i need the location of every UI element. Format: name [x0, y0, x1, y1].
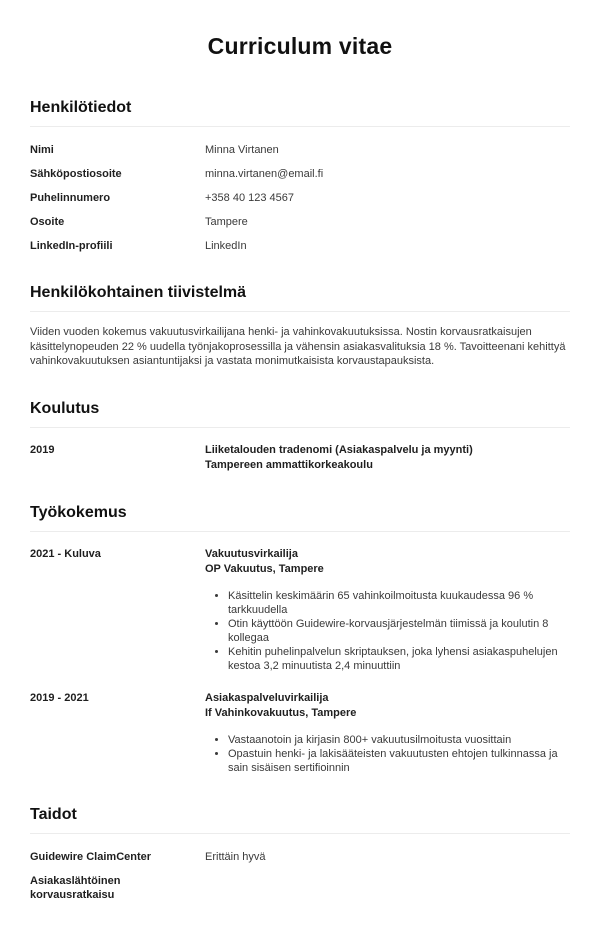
info-row-address: [30, 215, 570, 229]
experience-bullet-list-1: [205, 589, 570, 673]
experience-employer-2: If Vahinkovakuutus, Tampere: [205, 706, 357, 719]
field-label-email: Sähköpostiosoite: [30, 168, 122, 180]
experience-entry-2: [30, 691, 570, 775]
experience-bullet: • Käsittelin keskimäärin 65 vahinkoilmoitusta kuukaudessa 96 % tarkkuudella: [228, 589, 570, 617]
experience-bullet-list-2: [205, 733, 570, 775]
experience-bullet: • Otin käyttöön Guidewire-korvausjärjestelmän tiimissä ja koulutin 8 kollegaa: [228, 617, 570, 645]
section-heading-personal-info: Henkilötiedot: [30, 98, 570, 127]
education-school: Tampereen ammattikorkeakoulu: [205, 458, 373, 471]
field-value-address: Tampere: [205, 216, 248, 228]
section-heading-education: Koulutus: [30, 399, 570, 428]
experience-detail-2: [205, 691, 570, 775]
section-heading-summary: Henkilökohtainen tiivistelmä: [30, 283, 570, 312]
field-label-address: Osoite: [30, 216, 65, 228]
summary-text: Viiden vuoden kokemus vakuutusvirkailijana henki- ja vahinkovakuutuksissa. Nostin korvausratkaisujen käsittelynopeuden 22 % uudella työnjakoprosessilla ja vähensin asiakasvalituksia 18 %. Tavoitteenani kehittyä vahinkovakuutuksen asiantuntijaksi ja vastata monimutkaisista korvaustapauksista.: [30, 326, 566, 367]
experience-bullet: • Vastaanotoin ja kirjasin 800+ vakuutusilmoitusta vuosittain: [228, 733, 570, 747]
experience-employer-1: OP Vakuutus, Tampere: [205, 562, 324, 575]
skill-label-claims: Asiakaslähtöinen korvausratkaisu: [30, 874, 121, 901]
section-heading-skills: Taidot: [30, 805, 570, 834]
education-detail: [205, 443, 570, 473]
skill-level-guidewire: Erittäin hyvä: [205, 850, 266, 863]
education-period: 2019: [30, 443, 55, 456]
info-row-phone: [30, 191, 570, 205]
experience-period-1: 2021 - Kuluva: [30, 547, 101, 560]
experience-detail-1: [205, 547, 570, 673]
personal-info-section: [30, 143, 570, 253]
field-value-linkedin: LinkedIn: [205, 240, 247, 252]
info-row-name: [30, 143, 570, 157]
experience-period-2: 2019 - 2021: [30, 691, 89, 704]
field-value-email: minna.virtanen@email.fi: [205, 168, 324, 180]
info-row-linkedin: [30, 239, 570, 253]
education-entry: [30, 443, 570, 473]
skills-section: [30, 850, 570, 902]
field-label-linkedin: LinkedIn-profiili: [30, 240, 113, 252]
field-label-name: Nimi: [30, 144, 54, 156]
experience-title-2: Asiakaspalveluvirkailija: [205, 691, 329, 704]
skill-row-claims: [30, 874, 570, 902]
education-degree: Liiketalouden tradenomi (Asiakaspalvelu ja myynti): [205, 443, 473, 456]
experience-bullet: • Opastuin henki- ja lakisääteisten vakuutusten ehtojen tulkinnassa ja sain sisäisen sertifioinnin: [228, 747, 570, 775]
experience-entry-1: [30, 547, 570, 673]
skill-label-guidewire: Guidewire ClaimCenter: [30, 850, 152, 863]
experience-bullet: • Kehitin puhelinpalvelun skriptauksen, joka lyhensi asiakaspuhelujen kestoa 3,2 minuutista 2,4 minuuttiin: [228, 645, 570, 673]
info-row-email: [30, 167, 570, 181]
skill-row-guidewire: [30, 850, 570, 864]
field-value-name: Minna Virtanen: [205, 144, 279, 156]
section-heading-experience: Työkokemus: [30, 503, 570, 532]
field-value-phone: +358 40 123 4567: [205, 192, 295, 204]
experience-title-1: Vakuutusvirkailija: [205, 547, 298, 560]
page-title: Curriculum vitae: [207, 33, 393, 59]
field-label-phone: Puhelinnumero: [30, 192, 111, 204]
